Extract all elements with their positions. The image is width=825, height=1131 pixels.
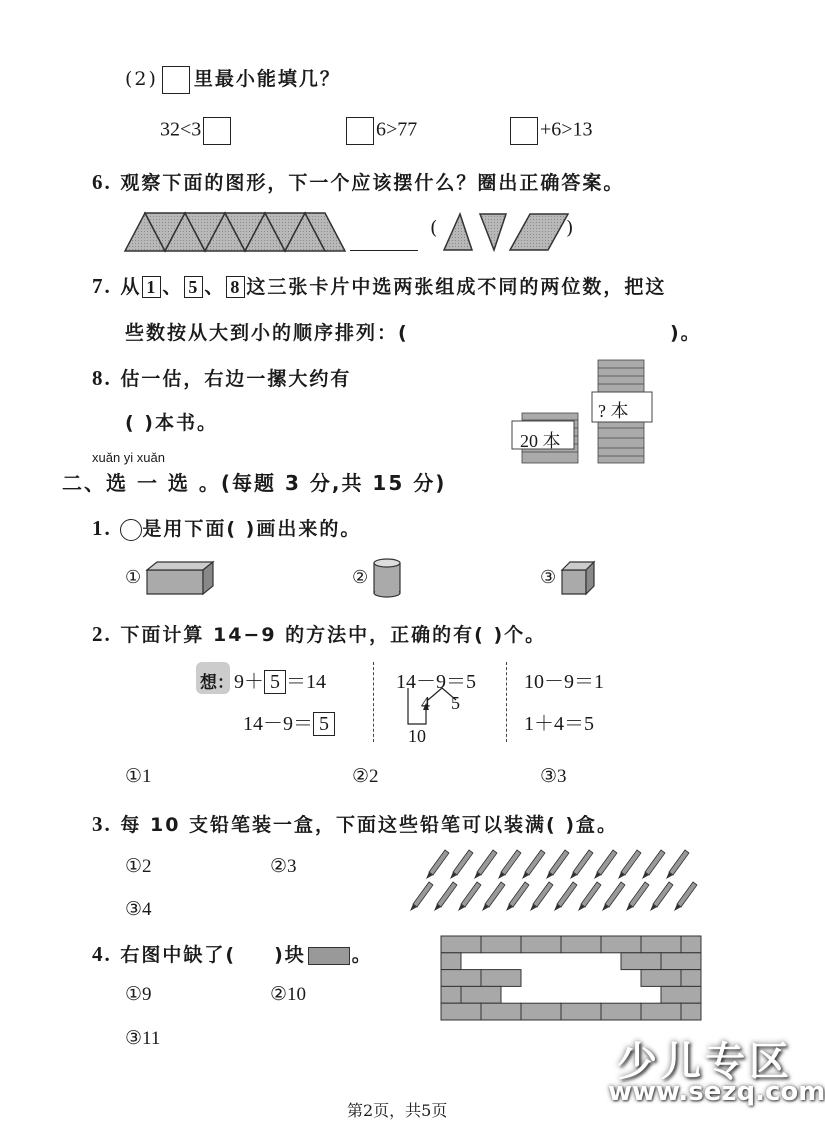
q5-part2-text: 里最小能填几？ — [193, 68, 341, 90]
q7-line2-end: )。 — [670, 322, 702, 344]
pencil-icon — [434, 882, 457, 911]
q6-close-paren: ) — [566, 217, 576, 239]
brick — [601, 1003, 641, 1020]
cylinder-icon[interactable] — [372, 557, 404, 599]
q8-question — [92, 364, 351, 391]
page-number: 第2页，共5页 — [347, 1101, 448, 1120]
s2q4-text-a: 右图中缺了( — [120, 944, 237, 966]
brick — [481, 1003, 521, 1020]
q8-line1: 估一估，右边一摞大约有 — [120, 368, 352, 390]
answer-box[interactable] — [346, 117, 374, 145]
pencil-icon — [522, 850, 545, 879]
brick — [561, 1003, 601, 1020]
pencil-icon — [474, 850, 497, 879]
q5-ex1-text: 32<3 — [160, 118, 202, 141]
s2q3-opt3[interactable]: ③4 — [125, 899, 152, 920]
s2q4-text-b: )块 — [274, 944, 306, 966]
brick — [481, 936, 521, 953]
brick — [441, 1003, 481, 1020]
method-a2-left: 14－9＝ — [243, 713, 313, 735]
option-triangle-down[interactable] — [480, 214, 506, 250]
q5-part2 — [125, 64, 341, 94]
answer-box[interactable] — [162, 66, 190, 94]
q5-example-2 — [346, 117, 417, 145]
method-a-right: ＝14 — [286, 671, 326, 693]
brick — [441, 936, 481, 953]
pencil-icon — [642, 850, 665, 879]
method-b-line1: 14－9＝5 — [396, 671, 476, 693]
pencil-icon — [602, 882, 625, 911]
s2q2-question — [92, 620, 546, 647]
pencil-icon — [594, 850, 617, 879]
section-title: 二、选 一 选 。(每题 3 分,共 15 分) — [62, 471, 447, 495]
brick — [621, 953, 661, 970]
s2q1-text: 是用下面( )画出来的。 — [142, 518, 362, 540]
brick — [461, 986, 501, 1003]
s2q2-opt1[interactable]: ①1 — [125, 766, 152, 787]
method-c-line1: 10－9＝1 — [524, 671, 604, 693]
q6-question — [92, 168, 624, 195]
s2q3-text: 每 10 支铅笔装一盒，下面这些铅笔可以装满( )盒。 — [120, 814, 619, 836]
circle-icon — [120, 519, 142, 541]
pencil-icon — [426, 850, 449, 879]
s2q2-opt3[interactable]: ③3 — [540, 766, 567, 787]
brick-wall-image — [440, 935, 702, 1021]
brick — [681, 936, 701, 953]
divider — [373, 662, 374, 742]
brick — [681, 970, 701, 987]
card-8: 8 — [226, 276, 245, 298]
s2q2-text: 下面计算 14−9 的方法中，正确的有( )个。 — [120, 624, 547, 646]
think-label: 想： — [200, 673, 234, 693]
answer-box[interactable] — [203, 117, 231, 145]
pencils-image — [405, 848, 700, 914]
method-b-10: 10 — [408, 726, 426, 746]
answer-box[interactable] — [510, 117, 538, 145]
q6-open-paren: ( — [430, 217, 440, 239]
brick — [441, 953, 461, 970]
book-label-unknown: ? 本 — [598, 401, 629, 421]
watermark-url: www.sezq.com — [608, 1077, 825, 1107]
s2q1-number: 1. — [92, 516, 112, 540]
q6-answer-options — [440, 210, 570, 255]
brick — [601, 936, 641, 953]
q7-question: 7. 从 1 、 5 、 8 这三张卡片中选两张组成不同的两位数，把这 — [92, 274, 667, 298]
s2q2-number: 2. — [92, 622, 112, 646]
q6-number: 6. — [92, 170, 112, 194]
q7-line2: 些数按从大到小的顺序排列：( — [125, 322, 409, 344]
pencil-icon — [410, 882, 433, 911]
brick — [641, 1003, 681, 1020]
brick — [561, 936, 601, 953]
s2q3-opt2[interactable]: ②3 — [270, 856, 297, 877]
s2q2-opt2[interactable]: ②2 — [352, 766, 379, 787]
s2q3-opt1[interactable]: ①2 — [125, 856, 152, 877]
brick — [521, 936, 561, 953]
cube-icon[interactable] — [560, 560, 598, 596]
pencil-icon — [578, 882, 601, 911]
q8-line2: ( )本书。 — [125, 412, 218, 434]
s2q4-number: 4. — [92, 942, 112, 966]
q5-ex2-text: 6>77 — [376, 118, 418, 141]
pencil-icon — [674, 882, 697, 911]
method-b-5: 5 — [451, 693, 460, 713]
s2q1-opt3-label[interactable]: ③ — [540, 567, 557, 588]
method-a2-box: 5 — [313, 712, 335, 736]
pencil-icon — [458, 882, 481, 911]
method-a-line2 — [243, 707, 335, 736]
brick — [441, 970, 481, 987]
watermark-logo-text: 少儿专区 — [617, 1039, 793, 1085]
q5-ex3-text: +6>13 — [540, 118, 593, 141]
pencil-icon — [498, 850, 521, 879]
q7-text-a: 从 — [120, 276, 142, 298]
pencil-icon — [650, 882, 673, 911]
s2q1-opt1-label[interactable]: ① — [125, 567, 142, 588]
section-pinyin: xuǎn yi xuǎn — [92, 450, 165, 465]
s2q4-opt1[interactable]: ①9 — [125, 984, 152, 1005]
method-a-box: 5 — [264, 670, 286, 694]
card-1: 1 — [142, 276, 161, 298]
brick — [481, 970, 521, 987]
s2q4-text-c: 。 — [351, 944, 373, 966]
book-label-20: 20 本 — [520, 431, 561, 451]
q5-example-3 — [510, 117, 593, 145]
option-parallelogram[interactable] — [510, 214, 568, 250]
q5-part2-label: (2) — [125, 68, 158, 90]
s2q4-opt2[interactable]: ②10 — [270, 984, 307, 1005]
pencil-icon — [546, 850, 569, 879]
brick — [441, 986, 461, 1003]
brick — [661, 953, 701, 970]
card-5: 5 — [184, 276, 203, 298]
pencil-icon — [626, 882, 649, 911]
pencil-icon — [666, 850, 689, 879]
brick — [521, 1003, 561, 1020]
pencil-icon — [450, 850, 473, 879]
pencil-icon — [482, 882, 505, 911]
method-a-line1 — [200, 665, 326, 694]
s2q4-opt3[interactable]: ③11 — [125, 1028, 161, 1049]
pencil-icon — [618, 850, 641, 879]
q8-number: 8. — [92, 366, 112, 390]
q5-example-1 — [160, 117, 231, 145]
brick — [641, 970, 681, 987]
s2q3-number: 3. — [92, 812, 112, 836]
method-a-left: 9＋ — [234, 671, 264, 693]
brick — [681, 1003, 701, 1020]
answer-blank-line[interactable] — [350, 250, 418, 251]
brick-icon — [308, 947, 350, 965]
s2q3-question — [92, 810, 618, 837]
pencil-icon — [506, 882, 529, 911]
s2q1-question — [92, 514, 361, 541]
q6-text: 观察下面的图形，下一个应该摆什么？圈出正确答案。 — [120, 172, 625, 194]
triangle-pattern — [120, 210, 360, 255]
method-b-4: 4 — [421, 693, 430, 713]
divider — [506, 662, 507, 742]
s2q1-opt2-label[interactable]: ② — [352, 567, 369, 588]
q7-number: 7. — [92, 274, 112, 298]
cuboid-icon[interactable] — [145, 560, 217, 596]
pencil-icon — [554, 882, 577, 911]
pencil-icon — [530, 882, 553, 911]
method-c-line2: 1＋4＝5 — [524, 713, 594, 735]
option-triangle-up[interactable] — [444, 214, 472, 250]
brick — [641, 936, 681, 953]
s2q4-question — [92, 940, 373, 967]
brick — [661, 986, 701, 1003]
q7-text-b: 这三张卡片中选两张组成不同的两位数，把这 — [246, 276, 667, 298]
pencil-icon — [570, 850, 593, 879]
